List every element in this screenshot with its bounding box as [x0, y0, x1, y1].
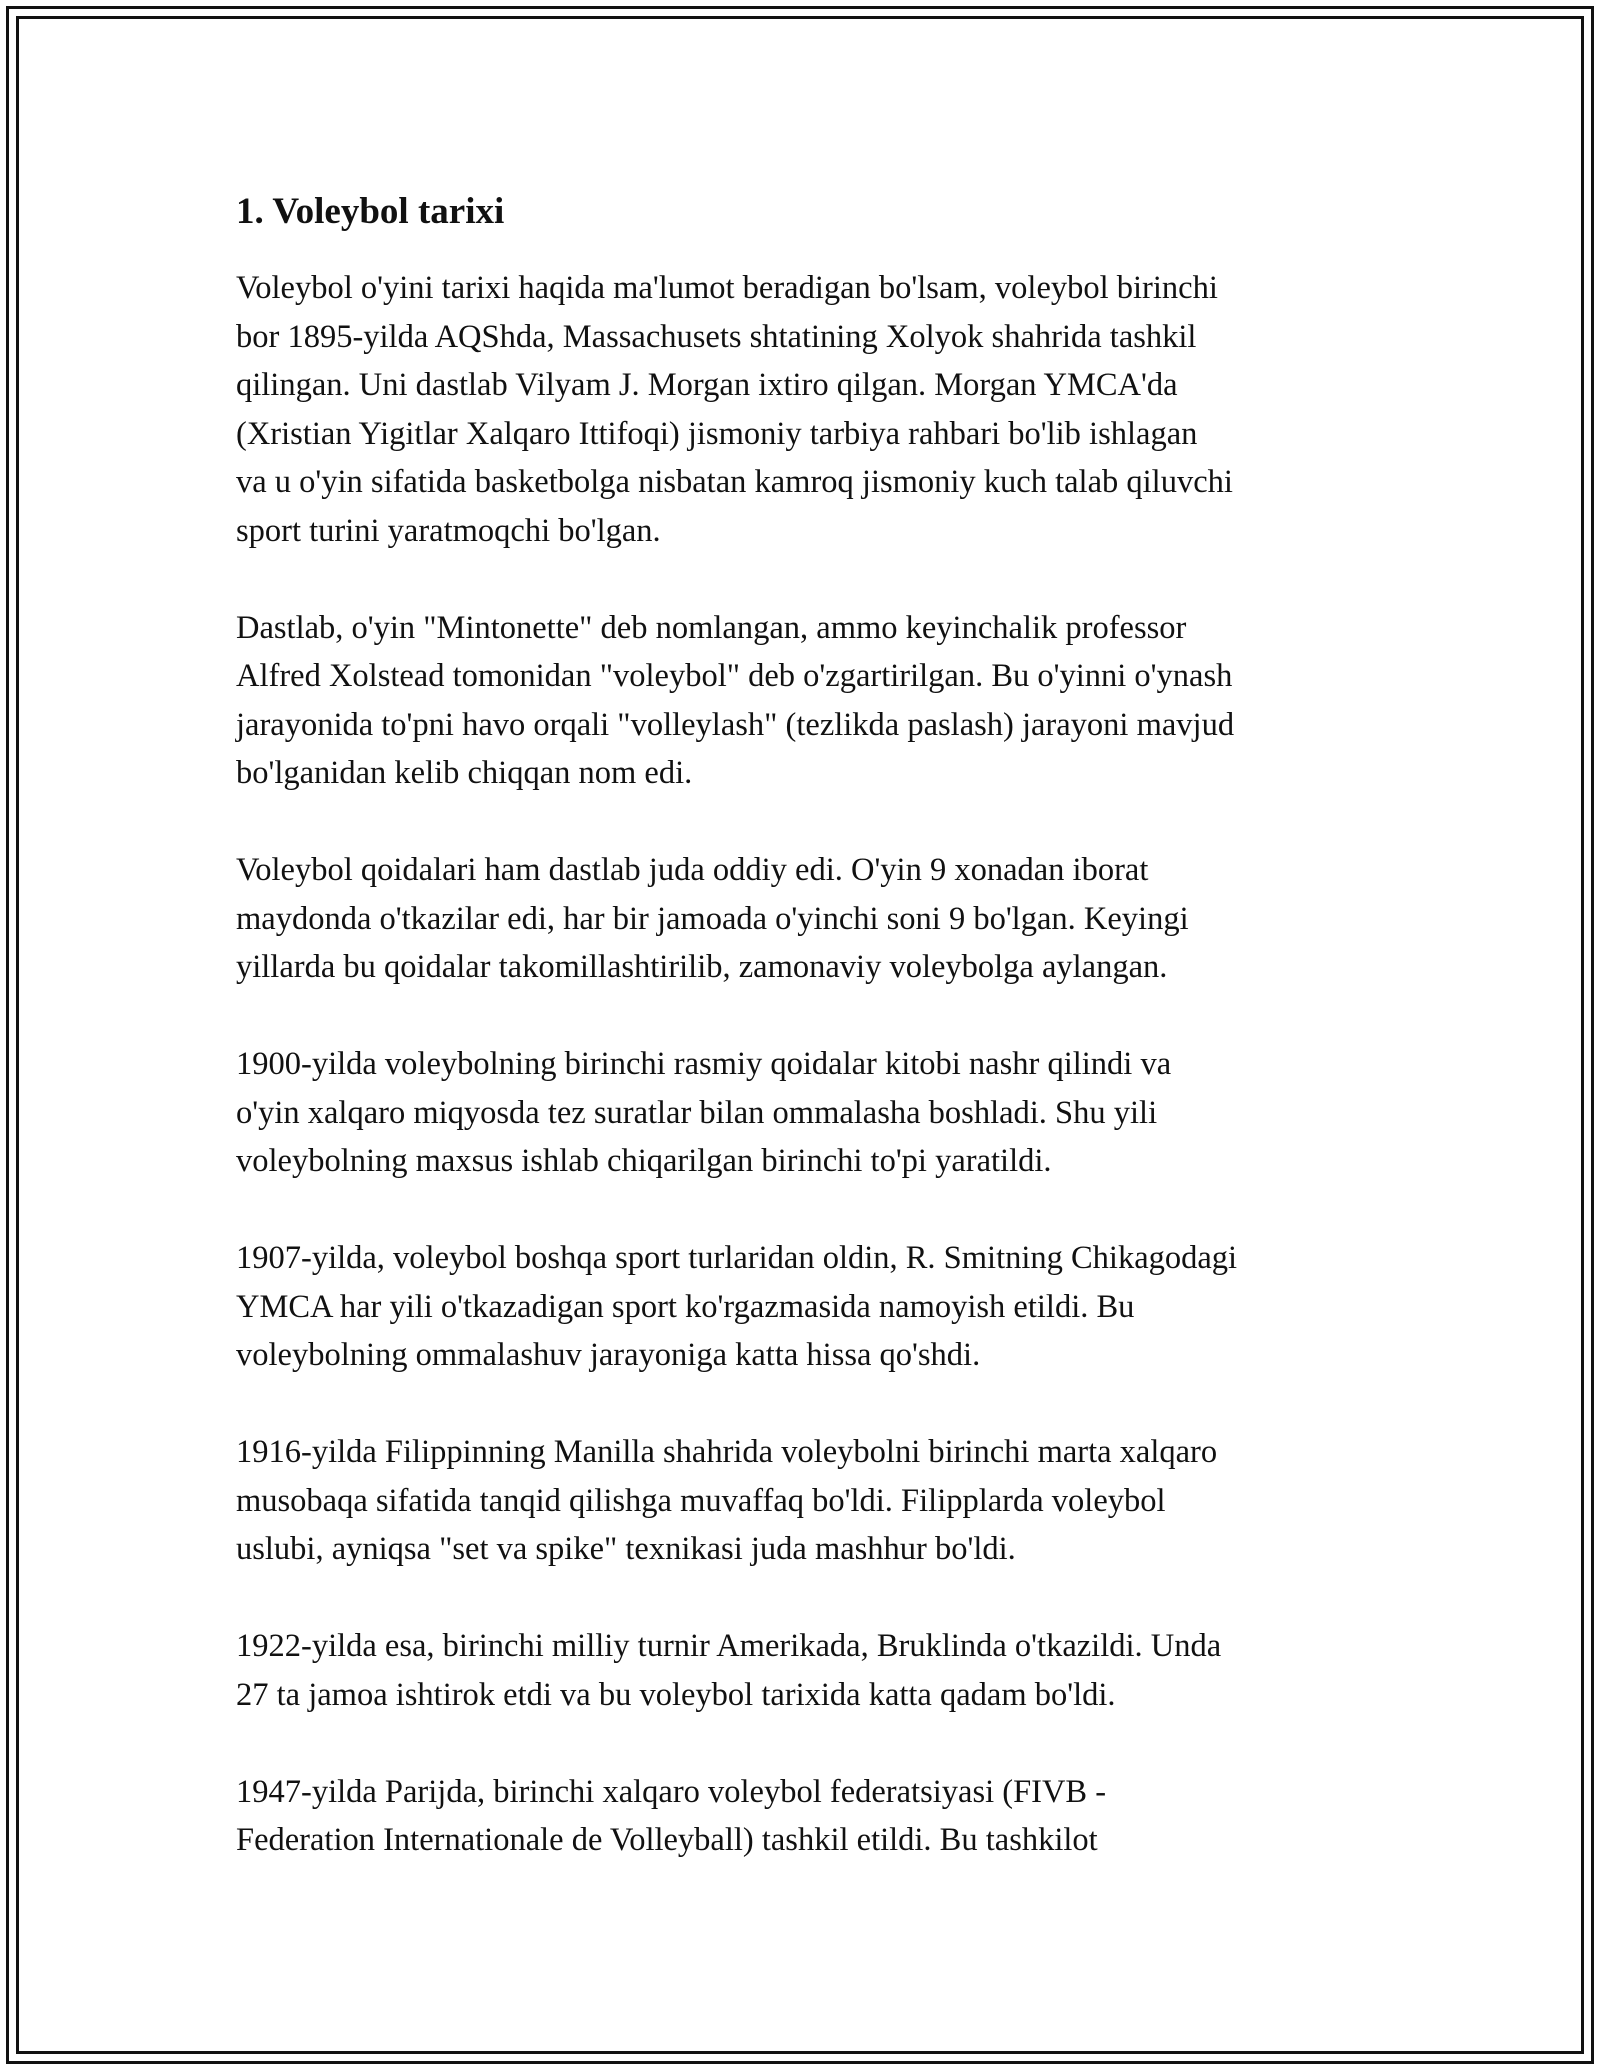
- text-line: va u o'yin sifatida basketbolga nisbatan kamroq jismoniy kuch talab qiluvchi: [236, 464, 1233, 500]
- text-line: Alfred Xolstead tomonidan "voleybol" deb o'zgartirilgan. Bu o'yinni o'ynash: [236, 658, 1233, 694]
- text-line: voleybolning maxsus ishlab chiqarilgan birinchi to'pi yaratildi.: [236, 1143, 1052, 1179]
- text-line: Voleybol o'yini tarixi haqida ma'lumot beradigan bo'lsam, voleybol birinchi: [236, 270, 1218, 306]
- text-line: YMCA har yili o'tkazadigan sport ko'rgazmasida namoyish etildi. Bu: [236, 1288, 1135, 1325]
- text-line: Dastlab, o'yin "Mintonette" deb nomlangan, ammo keyinchalik professor: [236, 609, 1187, 646]
- text-line: voleybolning ommalashuv jarayoniga katta hissa qo'shdi.: [236, 1337, 981, 1373]
- text-line: uslubi, ayniqsa "set va spike" texnikasi juda mashhur bo'ldi.: [236, 1531, 1016, 1567]
- text-line: musobaqa sifatida tanqid qilishga muvaffaq bo'ldi. Filipplarda voleybol: [236, 1482, 1166, 1519]
- paragraph-early-rules: [236, 846, 1376, 992]
- text-line: 1907-yilda, voleybol boshqa sport turlaridan oldin, R. Smitning Chikagodagi: [236, 1240, 1238, 1276]
- document-body: [236, 186, 1376, 1913]
- text-line: yillarda bu qoidalar takomillashtirilib, zamonaviy voleybolga aylangan.: [236, 949, 1168, 985]
- text-line: maydonda o'tkazilar edi, har bir jamoada o'yinchi soni 9 bo'lgan. Keyingi: [236, 900, 1189, 937]
- text-line: Voleybol qoidalari ham dastlab juda oddiy edi. O'yin 9 xonadan iborat: [236, 852, 1149, 888]
- text-line: bo'lganidan kelib chiqqan nom edi.: [236, 755, 693, 791]
- document-title: 1. Voleybol tarixi: [236, 191, 505, 232]
- paragraph-origin: [236, 264, 1376, 555]
- paragraph-1900: [236, 1040, 1376, 1186]
- paragraph-1947: [236, 1768, 1376, 1865]
- paragraph-1922: [236, 1622, 1376, 1719]
- text-line: o'yin xalqaro miqyosda tez suratlar bilan ommalasha boshladi. Shu yili: [236, 1094, 1158, 1131]
- text-line: 1922-yilda esa, birinchi milliy turnir Amerikada, Bruklinda o'tkazildi. Unda: [236, 1628, 1222, 1664]
- text-line: bor 1895-yilda AQShda, Massachusets shtatining Xolyok shahrida tashkil: [236, 318, 1197, 355]
- paragraph-1907: [236, 1234, 1376, 1380]
- text-line: jarayonida to'pni havo orqali "volleylash" (tezlikda paslash) jarayoni mavjud: [236, 706, 1235, 743]
- text-line: sport turini yaratmoqchi bo'lgan.: [236, 512, 661, 549]
- text-line: 27 ta jamoa ishtirok etdi va bu voleybol tarixida katta qadam bo'ldi.: [236, 1676, 1116, 1713]
- text-line: 1900-yilda voleybolning birinchi rasmiy qoidalar kitobi nashr qilindi va: [236, 1046, 1172, 1082]
- text-line: (Xristian Yigitlar Xalqaro Ittifoqi) jismoniy tarbiya rahbari bo'lib ishlagan: [236, 415, 1198, 452]
- text-line: Federation Internationale de Volleyball) tashkil etildi. Bu tashkilot: [236, 1822, 1098, 1858]
- text-line: qilingan. Uni dastlab Vilyam J. Morgan ixtiro qilgan. Morgan YMCA'da: [236, 367, 1178, 403]
- text-line: 1916-yilda Filippinning Manilla shahrida voleybolni birinchi marta xalqaro: [236, 1434, 1218, 1470]
- paragraph-name-origin: [236, 604, 1376, 798]
- paragraph-1916: [236, 1428, 1376, 1574]
- text-line: 1947-yilda Parijda, birinchi xalqaro voleybol federatsiyasi (FIVB -: [236, 1773, 1107, 1810]
